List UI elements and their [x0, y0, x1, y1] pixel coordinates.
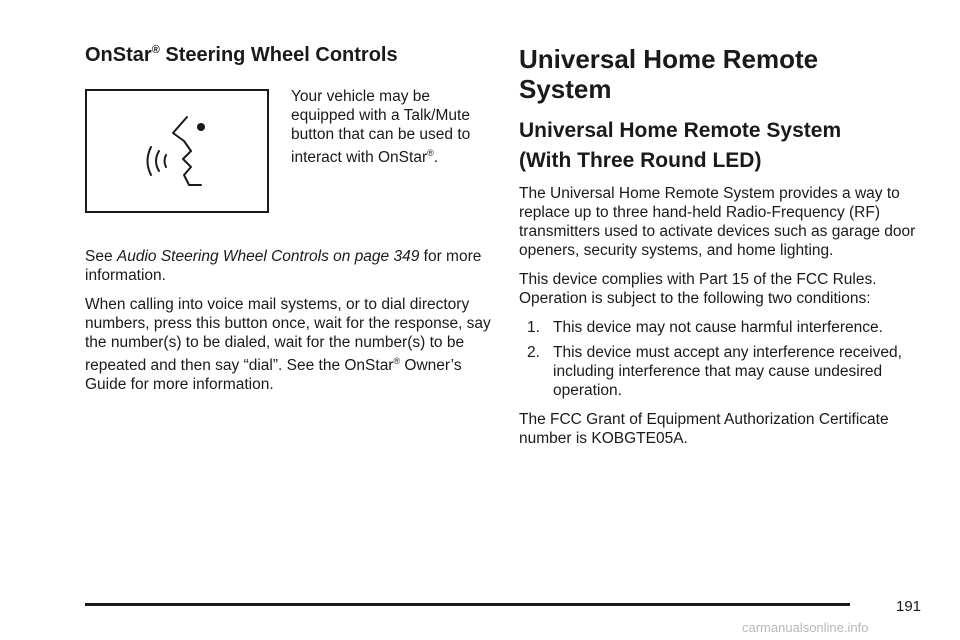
- section-title-onstar: OnStar® Steering Wheel Controls: [85, 44, 398, 66]
- condition-item: 1. This device may not cause harmful interference.: [527, 319, 883, 336]
- page-number: 191: [896, 598, 922, 615]
- condition-item: 2. This device must accept any interference received, including interference that may cause undesired operation.: [527, 344, 902, 399]
- certificate-paragraph: The FCC Grant of Equipment Authorization Certificate number is KOBGTE05A.: [519, 411, 889, 447]
- fcc-paragraph: This device complies with Part 15 of the FCC Rules. Operation is subject to the following two conditions:: [519, 271, 877, 307]
- footer-rule: [85, 603, 850, 606]
- see-reference-paragraph: See Audio Steering Wheel Controls on page 349 for more information.: [85, 248, 482, 284]
- sub-heading: Universal Home Remote System (With Three Round LED): [519, 119, 842, 172]
- left-column: [85, 44, 505, 404]
- conditions-list: [519, 318, 919, 400]
- main-heading: Universal Home Remote System: [519, 44, 819, 104]
- voice-talk-icon: [85, 89, 269, 213]
- right-column: [519, 44, 919, 458]
- talk-mute-description: Your vehicle may be equipped with a Talk/Mute button that can be used to interact with OnStar®.: [291, 88, 471, 167]
- icon-row: [85, 87, 505, 247]
- voice-mail-paragraph: When calling into voice mail systems, or to dial directory numbers, press this button once, wait for the response, say the number(s) to be dialed, wait for the number(s) to be repeated and then say “dial”. See the OnStar® Owner’s Guide for more information.: [85, 296, 491, 394]
- intro-paragraph: The Universal Home Remote System provides a way to replace up to three hand-held Radio-Frequency (RF) transmitters used to activate devices such as garage door openers, security systems, and home lighting.: [519, 185, 916, 259]
- watermark: carmanualsonline.info: [742, 620, 869, 635]
- cross-reference-link: Audio Steering Wheel Controls on page 349: [116, 248, 420, 265]
